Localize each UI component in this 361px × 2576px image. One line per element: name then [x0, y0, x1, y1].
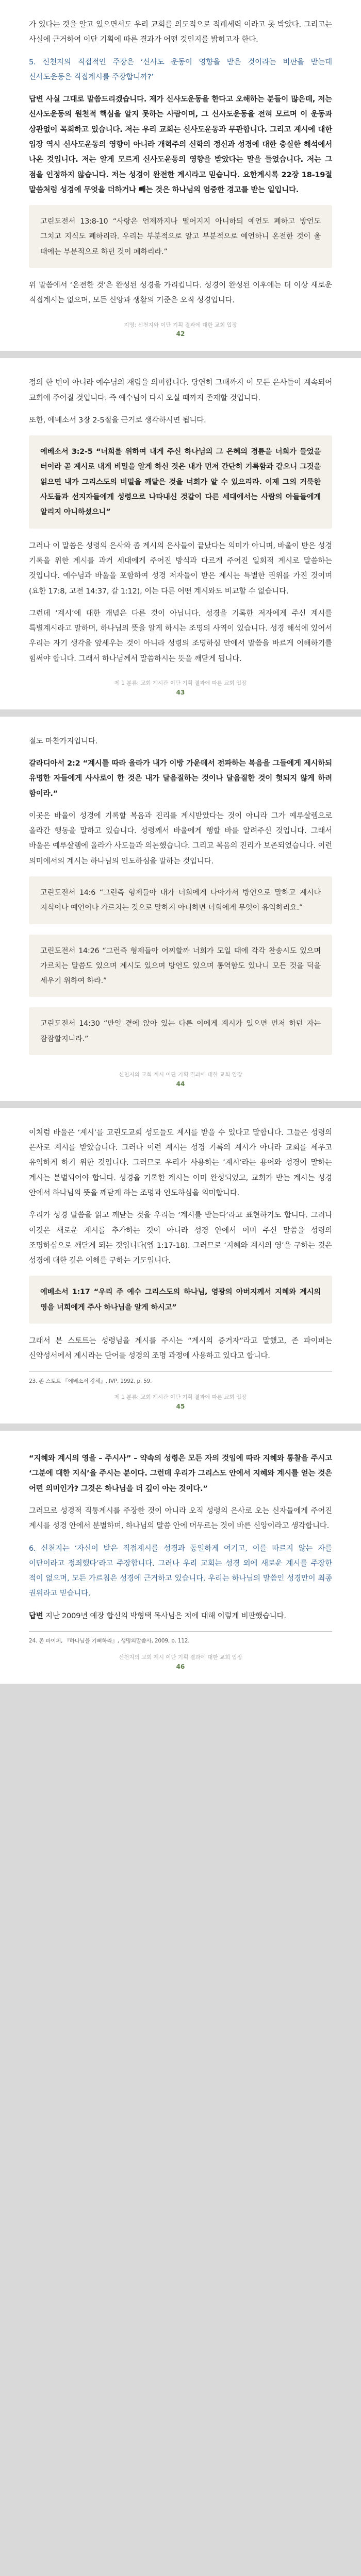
scripture-quote: [29, 205, 332, 268]
paragraph: 갈라디아서 2:2 “계시를 따라 올라가 내가 이방 가운데서 전파하는 복음을 그들에게 제시하되 유명한 자들에게 사사로이 한 것은 내가 달음질하는 것이나 달음질한 것이 헛되지 않게 하려 함이라.”: [29, 759, 332, 798]
paragraph: 절도 마찬가지입니다.: [29, 737, 98, 745]
paragraph: 가 있다는 것을 알고 있으면서도 우리 교회를 의도적으로 적폐세력 이라고 못 박았다. 그리고는 사실에 근거하여 이단 기획에 따른 결과가 어떤 것인지를 밝히고자 한다.: [29, 21, 332, 44]
page-footer: [29, 674, 332, 696]
quote-text: 에베소서 1:17 “우리 주 예수 그리스도의 하나님, 영광의 아버지께서 지혜와 계시의 영을 너희에게 주사 하나님을 알게 하시고”: [40, 1288, 321, 1312]
page-footer: [29, 1388, 332, 1410]
paragraph: 우리가 성경 말씀을 읽고 깨닫는 것을 우리는 ‘계시를 받는다’라고 표현하기도 합니다. 그러나 이것은 새로운 계시를 추가하는 것이 아니라 성경 안에서 이미 주신 말씀을 성령의 조명하심으로 깨닫게 되는 것입니다(엡 1:17-18). 그러므로 ‘지혜와 계시의 영’을 구하는 것은 성경에 대한 깊은 이해를 구하는 기도입니다.: [29, 1211, 332, 1265]
scripture-quote: [29, 876, 332, 924]
page-number: 42: [176, 330, 185, 338]
footer-caption: 제 1 분류: 교회 계시관 이단 기획 결과에 따른 교회 입장: [114, 1394, 247, 1401]
page-44: [0, 717, 361, 1101]
page-number: 46: [176, 1663, 185, 1670]
paragraph: 그런데 ‘계시’에 대한 개념은 다른 것이 아닙니다. 성경을 기록한 저자에게 주신 계시를 특별계시라고 말하며, 하나님의 뜻을 알게 하시는 조명의 사역이 있습니다. 성경 해석에 있어서 우리는 자기 생각을 앞세우는 것이 아니라 성령의 조명하심 안에서 말씀을 바르게 이해하기를 힘써야 합니다. 그래서 하나님께서 말씀하시는 뜻을 깨닫게 됩니다.: [29, 609, 332, 663]
page-number: 45: [176, 1403, 185, 1411]
paragraph: 정의 한 번이 아니라 예수님의 재림을 의미합니다. 당연히 그때까지 이 모든 은사들이 계속되어 교회에 주어질 것입니다. 즉 예수님이 다시 오실 때까지 존재할 것입니다.: [29, 379, 332, 402]
footnotes: [29, 1631, 332, 1646]
scripture-quote: [29, 935, 332, 997]
page-42: [0, 0, 361, 351]
answer-label: 답변: [29, 95, 43, 104]
paragraph: “지혜와 계시의 영을 – 주시사” – 약속의 성령은 모든 자의 것임에 따라 지혜와 통찰을 주시고 ‘그분에 대한 지식’을 주시는 분이다. 그런데 우리가 그리스도 안에서 지혜와 계시를 얻는 것은 어떤 의미인가? 그것은 하나님을 더 깊이 아는 것이다.”: [29, 1454, 332, 1493]
paragraph: 이처럼 바울은 ‘계시’를 고린도교회 성도들도 계시를 받을 수 있다고 말합니다. 그들은 성령의 은사로 계시를 받았습니다. 그러나 이런 계시는 성경 기록의 계시가 아니라 교회를 세우고 유익하게 하기 위한 것입니다. 그러므로 우리가 사용하는 ‘계시’라는 용어와 성경이 말하는 계시는 분별되어야 합니다. 성경을 기록한 계시는 이미 완성되었고, 교회가 받는 계시는 성경 안에서 하나님의 뜻을 깨닫게 하는 조명과 인도하심을 의미합니다.: [29, 1128, 332, 1197]
footnote: 24. 존 파이퍼, 『하나님을 기뻐하라』, 생명의말씀사, 2009, p. 112.: [29, 1637, 190, 1644]
quote-text: 고린도전서 14:30 “만일 곁에 앉아 있는 다른 이에게 계시가 있으면 먼저 하던 자는 잠잠할지니라.”: [40, 1020, 321, 1043]
question-text: 5. 신천지의 직접적인 주장은 ‘신사도 운동이 영향을 받은 것이라는 비판을 받는데 신사도운동은 직접계시를 주장합니까?’: [29, 58, 332, 81]
paragraph: 이곳은 바울이 성경에 기록할 복음과 진리를 계시받았다는 것이 아니라 그가 예루살렘으로 올라간 행동을 말하고 있습니다. 성령께서 바울에게 행할 바를 알려주신 것입니다. 그래서 바울은 예루살렘에 올라가 사도들과 의논했습니다. 그리고 복음의 진리가 보존되었습니다. 이런 의미에서의 계시는 하나님의 인도하심을 말하는 것입니다.: [29, 811, 332, 866]
scripture-quote: [29, 435, 332, 528]
footer-caption: 제 1 분류: 교회 계시관 이단 기획 결과에 따른 교회 입장: [114, 680, 247, 686]
answer-paragraph: [29, 1609, 332, 1624]
quote-text: 고린도전서 14:6 “그런즉 형제들아 내가 너희에게 나아가서 방언으로 말하고 계시나 지식이나 예언이나 가르치는 것으로 말하지 아니하면 너희에게 무엇이 유익하리요.”: [40, 888, 321, 912]
answer-text: 지난 2009년 예장 합신의 박형택 목사님은 저에 대해 이렇게 비판했습니다.: [43, 1612, 286, 1620]
paragraph: 또한, 에베소서 3장 2-5절을 근거로 생각하시면 됩니다.: [29, 416, 206, 425]
footnotes: [29, 1371, 332, 1386]
footer-caption: 신천지의 교회 계시 이단 기획 결과에 대한 교회 입장: [119, 1072, 242, 1078]
footer-caption: 신천지의 교회 계시 이단 기획 결과에 대한 교회 입장: [119, 1654, 242, 1660]
page-number: 43: [176, 688, 185, 696]
answer-paragraph: [29, 92, 332, 198]
paragraph: 그러나 이 말씀은 성령의 은사와 좀 계시의 은사들이 끝났다는 의미가 아니며, 바울이 받은 성경 기록을 위한 계시를 과거 세대에게 주어진 방식과 다르게 주어진 일회적 계시로 말씀하는 것입니다. 예수님과 바울을 포함하여 성경 저자들이 받은 계시는 특별한 권위를 가진 것이며(요한 17:8, 고전 14:37, 갈 1:12), 이는 다른 어떤 계시와도 비교할 수 없습니다.: [29, 541, 332, 596]
answer-label: 답변: [29, 1612, 43, 1620]
paragraph: 6. 신천지는 ‘자신이 받은 직접계시를 성경과 동일하게 여기고, 이를 따르지 않는 자를 이단이라고 정죄했다’라고 주장합니다. 그러나 우리 교회는 성경 외에 새로운 계시를 주장한 적이 없으며, 모든 가르침은 성경에 근거하고 있습니다. 우리는 하나님의 말씀인 성경만이 최종 권위라고 믿습니다.: [29, 1544, 332, 1598]
quote-text: 고린도전서 13:8-10 “사랑은 언제까지나 떨어지지 아니하되 예언도 폐하고 방언도 그치고 지식도 폐하리라. 우리는 부분적으로 알고 부분적으로 예언하니 온전한 것이 올 때에는 부분적으로 하던 것이 폐하리라.”: [40, 217, 321, 256]
scripture-quote: [29, 1276, 332, 1324]
quote-text: 고린도전서 14:26 “그런즉 형제들아 어찌할까 너희가 모일 때에 각각 찬송시도 있으며 가르치는 말씀도 있으며 계시도 있으며 방언도 있으며 통역함도 있나니 모든 것을 덕을 세우기 위하여 하라.”: [40, 946, 321, 986]
paragraph: 위 말씀에서 ‘온전한 것’은 완성된 성경을 가리킵니다. 성경이 완성된 이후에는 더 이상 새로운 직접계시는 없으며, 모든 신앙과 생활의 기준은 오직 성경입니다.: [29, 281, 332, 305]
page-footer: [29, 1648, 332, 1670]
footer-caption: 지명: 신천지와 이단 기획 결과에 대한 교회 입장: [124, 321, 237, 328]
paragraph: 그러므로 성경적 직통계시를 주장한 것이 아니라 오직 성령의 은사로 오는 신자들에게 주어진 계시를 성경 안에서 분별하며, 하나님의 말씀 안에 머무르는 것이 바른 신앙이라고 생각합니다.: [29, 1507, 332, 1531]
page-footer: [29, 1065, 332, 1088]
answer-text: 사실 그대로 말씀드리겠습니다. 제가 신사도운동을 한다고 오해하는 분들이 많은데, 저는 신사도운동의 원천적 핵심을 알지 못하는 사람이며, 그 신사도운동을 전혀 모르며 이 운동과 상관없이 목회하고 있습니다. 저는 우리 교회는 신사도운동과 무관합니다. 그리고 계시에 대한 입장 역시 신사도운동의 영향이 아니라 개혁주의 신학의 정신과 성경에 대한 충실한 해석에서 나온 것입니다. 저는 알게 모르게 신사도운동의 영향을 받았다는 말을 들었습니다. 저는 그 점을 인정하지 않습니다. 저는 성경이 완전한 계시라고 믿습니다. 요한계시록 22장 18-19절 말씀처럼 성경에 무엇을 더하거나 빼는 것은 하나님의 엄중한 경고를 받는 일입니다.: [29, 95, 332, 194]
paragraph: 그래서 본 스토트는 성령님을 계시를 주시는 “계시의 증거자”라고 말했고, 존 파이퍼는 신약성서에서 계시라는 단어를 성경의 조명 과정에 사용하고 있다고 합니다.: [29, 1336, 332, 1361]
page-43: [0, 358, 361, 709]
quote-text: 에베소서 3:2-5 “너희를 위하여 내게 주신 하나님의 그 은혜의 경륜을 너희가 들었을 터이라 곧 계시로 내게 비밀을 알게 하신 것은 내가 먼저 간단히 기록함과 같으니 그것을 읽으면 내가 그리스도의 비밀을 깨달은 것을 너희가 알 수 있으리라. 이제 그의 거룩한 사도들과 선지자들에게 성령으로 나타내신 것같이 다른 세대에서는 사람의 아들들에게 알리지 아니하셨으니”: [40, 448, 321, 517]
footnote: 23. 존 스토트 『에베소서 강해』, IVP, 1992, p. 59.: [29, 1378, 152, 1384]
page-46: [0, 1431, 361, 1683]
paragraph: [29, 55, 332, 86]
page-45: [0, 1108, 361, 1423]
page-footer: [29, 316, 332, 338]
page-number: 44: [176, 1080, 185, 1088]
scripture-quote: [29, 1007, 332, 1055]
